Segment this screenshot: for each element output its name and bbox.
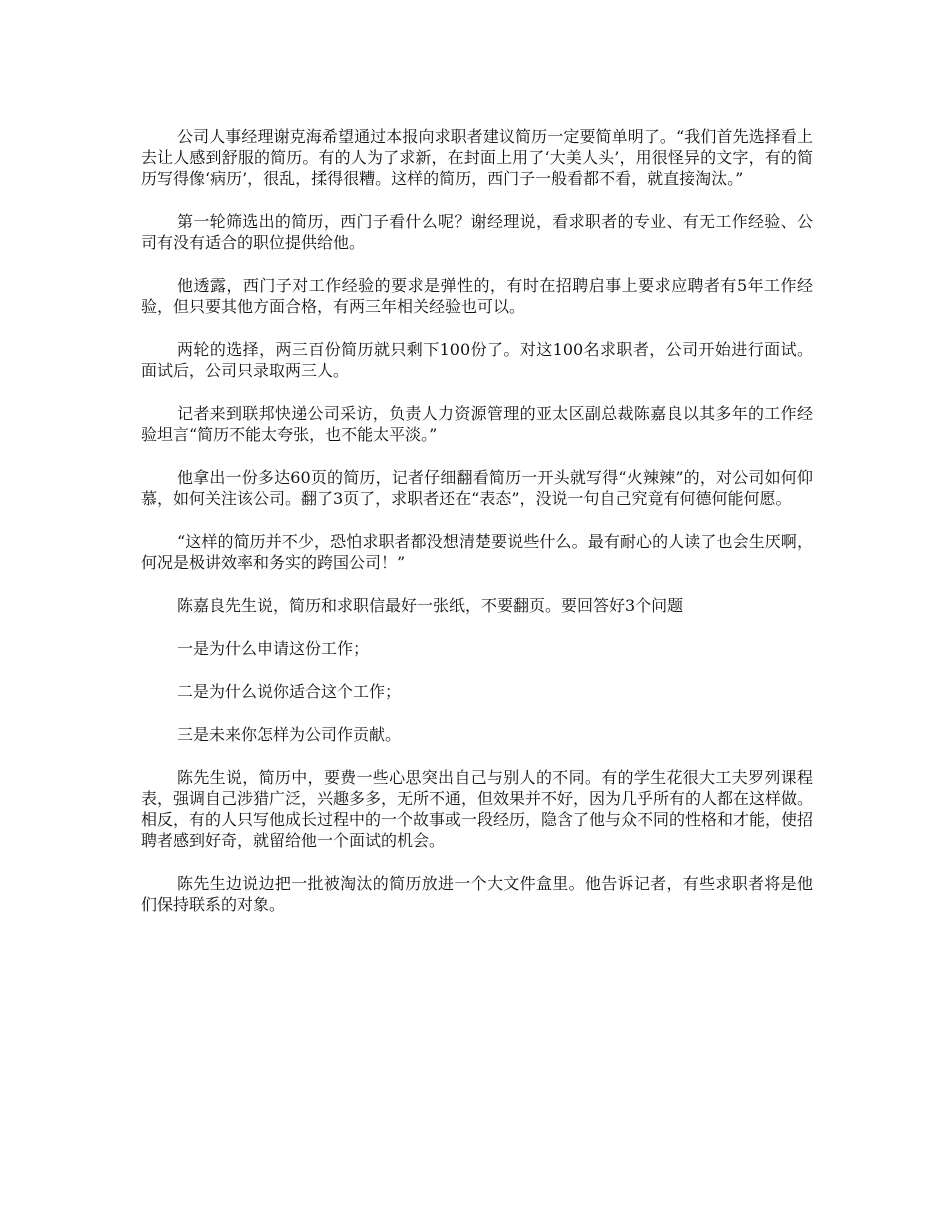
paragraph-8: 陈嘉良先生说，简历和求职信最好一张纸，不要翻页。要回答好3个问题 (177, 596, 684, 615)
paragraph-9: 一是为什么申请这份工作； (177, 639, 370, 658)
paragraph-4: 两轮的选择，两三百份简历就只剩下100份了。对这100名求职者，公司开始进行面试。面试后，公司只录取两三人。 (141, 340, 813, 380)
paragraph-13: 陈先生边说边把一批被淘汰的简历放进一个大文件盒里。他告诉记者，有些求职者将是他们保持联系的对象。 (141, 874, 813, 914)
paragraph-2: 第一轮筛选出的简历，西门子看什么呢？谢经理说，看求职者的专业、有无工作经验、公司有没有适合的职位提供给他。 (141, 212, 813, 252)
paragraph-5: 记者来到联邦快递公司采访，负责人力资源管理的亚太区副总裁陈嘉良以其多年的工作经验坦言“简历不能太夸张，也不能太平淡。” (141, 404, 813, 444)
paragraph-6: 他拿出一份多达60页的简历，记者仔细翻看简历一开头就写得“火辣辣”的，对公司如何仰慕，如何关注该公司。翻了3页了，求职者还在“表态”，没说一句自己究竟有何德何能何愿。 (141, 468, 813, 508)
paragraph-11: 三是未来你怎样为公司作贡献。 (177, 725, 402, 744)
article-body (141, 126, 813, 937)
paragraph-7: “这样的简历并不少，恐怕求职者都没想清楚要说些什么。最有耐心的人读了也会生厌啊，何况是极讲效率和务实的跨国公司！” (141, 532, 813, 572)
paragraph-10: 二是为什么说你适合这个工作； (177, 682, 402, 701)
paragraph-1: 公司人事经理谢克海希望通过本报向求职者建议简历一定要简单明了。“我们首先选择看上去让人感到舒服的简历。有的人为了求新，在封面上用了‘大美人头’，用很怪异的文字，有的简历写得像‘病历’，很乱，揉得很糟。这样的简历，西门子一般看都不看，就直接淘汰。” (141, 127, 813, 188)
paragraph-12: 陈先生说，简历中，要费一些心思突出自己与别人的不同。有的学生花很大工夫罗列课程表，强调自己涉猎广泛，兴趣多多，无所不通，但效果并不好，因为几乎所有的人都在这样做。相反，有的人只写他成长过程中的一个故事或一段经历，隐含了他与众不同的性格和才能，使招聘者感到好奇，就留给他一个面试的机会。 (141, 768, 814, 850)
paragraph-3: 他透露，西门子对工作经验的要求是弹性的，有时在招聘启事上要求应聘者有5年工作经验，但只要其他方面合格，有两三年相关经验也可以。 (141, 276, 813, 316)
